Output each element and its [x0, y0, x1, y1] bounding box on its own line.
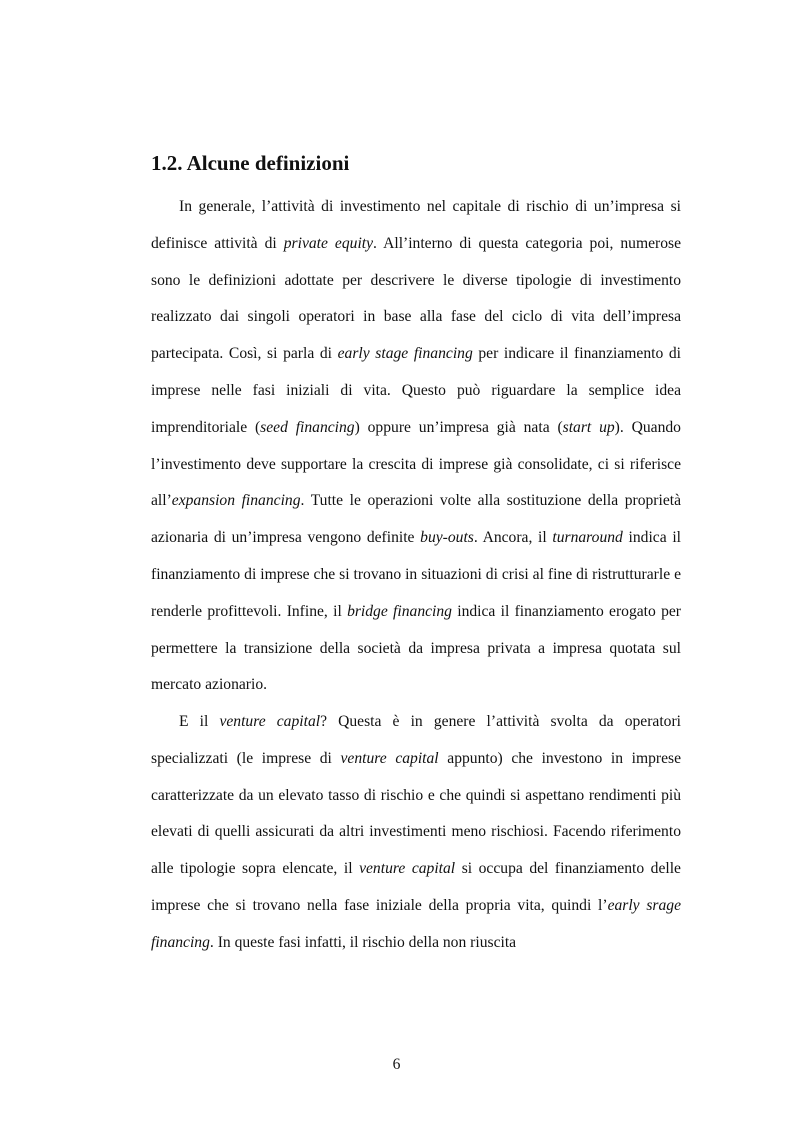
italic-term: expansion financing	[171, 492, 301, 510]
italic-term: early stage financing	[337, 345, 473, 363]
italic-term: bridge financing	[347, 602, 452, 620]
text-run: ? Questa è in genere l’attività svolta da operatori specializzati (le imprese di	[151, 713, 681, 767]
page-number: 6	[392, 1056, 401, 1073]
text-run: ). Quando l’investimento deve supportare la crescita di imprese già consolidate, ci si riferisce all’	[151, 418, 681, 510]
text-run: . All’interno di questa categoria poi, numerose sono le definizioni adottate per descrivere le diverse tipologie di investimento realizzato dai singoli operatori in base alla fase del ciclo di vita dell’impresa partecipata. Così, si parla di	[151, 234, 681, 363]
italic-term: private equity	[283, 234, 374, 252]
italic-term: venture capital	[340, 749, 439, 767]
text-run: . In queste fasi infatti, il rischio della non riuscita	[209, 933, 517, 951]
text-run: In generale, l’attività di investimento nel capitale di rischio di un’impresa si definisce attività di	[151, 198, 681, 252]
italic-term: buy-outs	[420, 529, 474, 547]
italic-term: early srage financing	[151, 896, 682, 951]
text-run: . Tutte le operazioni volte alla sostituzione della proprietà azionaria di un’impresa vengono definite	[151, 492, 681, 547]
italic-term: venture capital	[219, 713, 321, 730]
text-run: per indicare il finanziamento di imprese nelle fasi iniziali di vita. Questo può riguardare la semplice idea imprenditoriale (	[151, 345, 682, 436]
section-heading: 1.2. Alcune definizioni	[151, 151, 350, 175]
italic-term: venture capital	[359, 860, 456, 878]
text-run: appunto) che investono in imprese caratterizzate da un elevato tasso di rischio e che quindi si aspettano rendimenti più elevati di quelli assicurati da altri investimenti meno rischiosi. Facendo riferimento alle tipologie sopra elencate, il	[151, 749, 681, 878]
text-run: . Ancora, il	[473, 529, 553, 547]
text-run: E il	[179, 713, 220, 730]
body-paragraph-1	[151, 189, 681, 704]
italic-term: seed financing	[260, 418, 355, 436]
text-run: indica il finanziamento erogato per permettere la transizione della società da impresa privata a impresa quotata sul mercato azionario.	[151, 602, 682, 694]
italic-term: turnaround	[552, 529, 623, 547]
text-run: si occupa del finanziamento delle imprese che si trovano nella fase iniziale della propria vita, quindi l’	[151, 860, 681, 914]
italic-term: start up	[562, 418, 615, 436]
text-run: ) oppure un’impresa già nata (	[354, 418, 563, 436]
text-run: indica il finanziamento di imprese che si trovano in situazioni di crisi al fine di ristrutturarle e renderle profittevoli. Infine, il	[151, 529, 681, 620]
body-paragraph-2	[151, 704, 681, 962]
